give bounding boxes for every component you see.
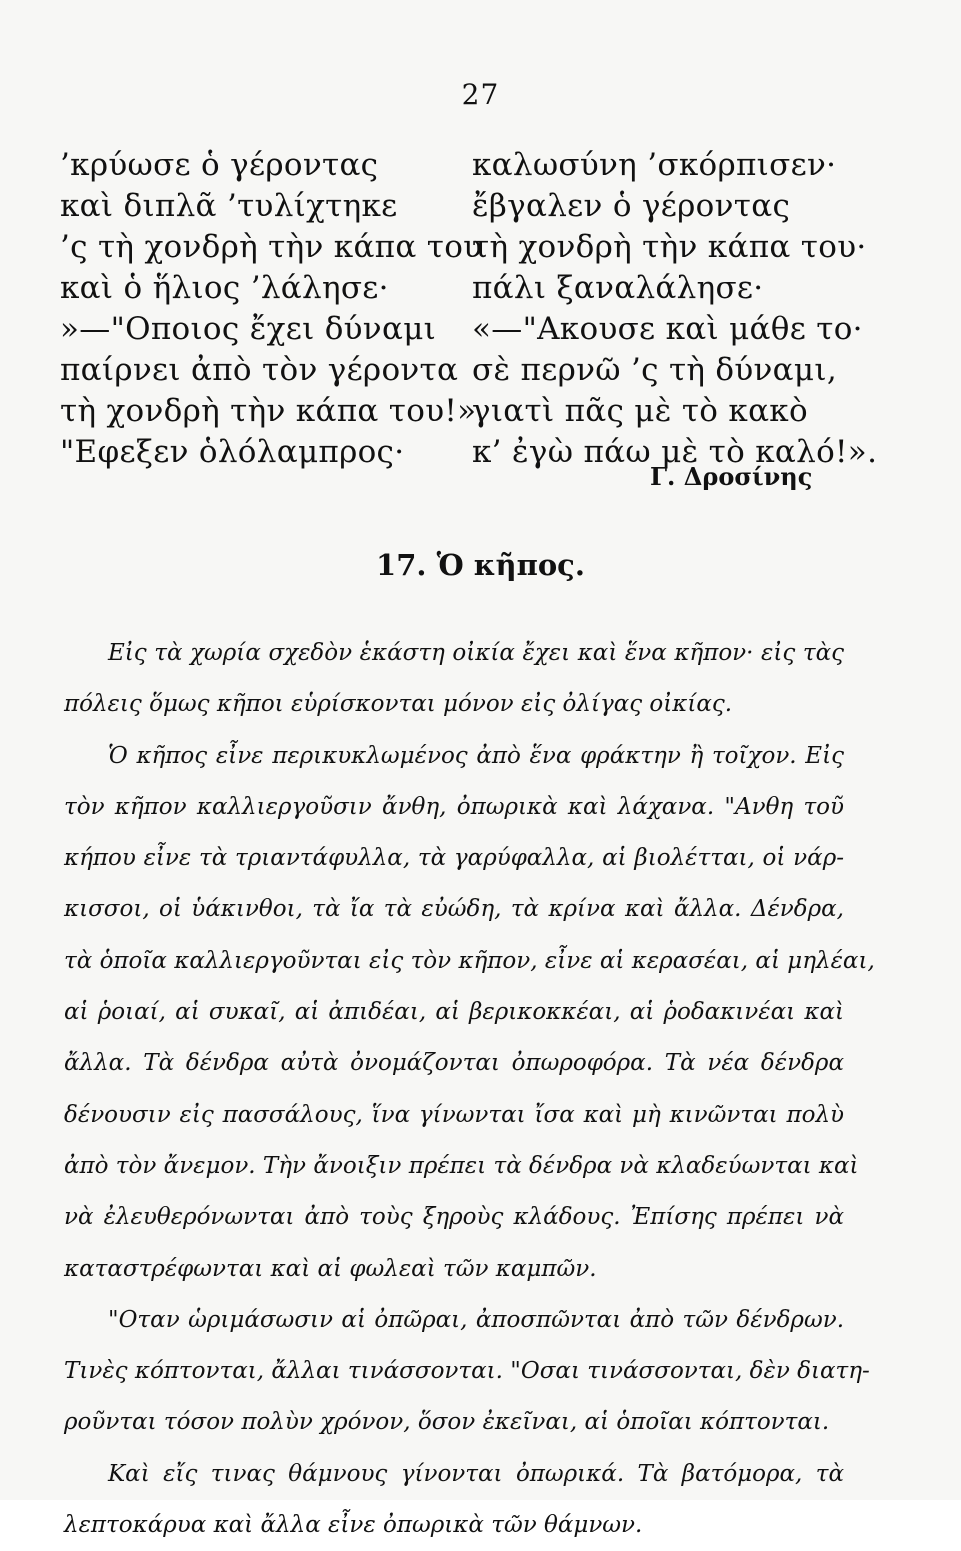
prose-line: δένουσιν εἰς πασσάλους, ἵνα γίνωνται ἴσα καὶ μὴ κινῶνται πολὺ (64, 1101, 844, 1128)
poem-line: τὴ χονδρὴ τὴν κάπα του· (472, 229, 867, 265)
section-heading: 17. Ὁ κῆπος. (376, 548, 585, 582)
poem-line: καὶ ὁ ἥλιος ’λάλησε· (60, 270, 389, 306)
poem-right-column (472, 145, 877, 473)
poem-line: γιατὶ πᾶς μὲ τὸ κακὸ (472, 393, 808, 429)
prose-line: ροῦνται τόσον πολὺν χρόνον, ὅσον ἐκεῖναι, αἱ ὁποῖαι κόπτονται. (64, 1409, 830, 1436)
poem-line: κ’ ἐγὼ πάω μὲ τὸ καλό!». (472, 434, 878, 470)
poem-line: καὶ διπλᾶ ’τυλίχτηκε (60, 188, 398, 224)
prose-line: κισσοι, οἱ ὑάκινθοι, τὰ ἴα τὰ εὐώδη, τὰ κρίνα καὶ ἄλλα. Δένδρα, (64, 896, 844, 923)
prose-line: Καὶ εἴς τινας θάμνους γίνονται ὀπωρικά. Τὰ βατόμορα, τὰ (108, 1460, 844, 1487)
poem-line: ἔβγαλεν ὁ γέροντας (472, 188, 791, 224)
poem-line: τὴ χονδρὴ τὴν κάπα του!». (60, 393, 487, 429)
prose-line: Ὁ κῆπος εἶνε περικυκλωμένος ἀπὸ ἕνα φράκτην ἢ τοῖχον. Εἰς (108, 742, 844, 769)
prose-line: τὰ ὁποῖα καλλιεργοῦνται εἰς τὸν κῆπον, εἶνε αἱ κερασέαι, αἱ μηλέαι, (64, 947, 875, 974)
poem-line: ’κρύωσε ὁ γέροντας (60, 147, 379, 183)
prose-line: λεπτοκάρυα καὶ ἄλλα εἶνε ὀπωρικὰ τῶν θάμνων. (64, 1512, 643, 1539)
prose-line: κήπου εἶνε τὰ τριαντάφυλλα, τὰ γαρύφαλλα, αἱ βιολέτται, οἱ νάρ- (64, 845, 844, 872)
poem-line: ’ς τὴ χονδρὴ τὴν κάπα του (60, 229, 483, 265)
prose-line: ἄλλα. Τὰ δένδρα αὐτὰ ὀνομάζονται ὀπωροφόρα. Τὰ νέα δένδρα (64, 1050, 844, 1077)
poem-author: Γ. Δροσίνης (650, 462, 813, 491)
prose-body (64, 628, 875, 1551)
prose-line: νὰ ἐλευθερόνωνται ἀπὸ τοὺς ξηροὺς κλάδους. Ἐπίσης πρέπει νὰ (64, 1204, 844, 1231)
prose-line: πόλεις ὅμως κῆποι εὑρίσκονται μόνον εἰς ὀλίγας οἰκίας. (64, 691, 733, 718)
prose-line: καταστρέφωνται καὶ αἱ φωλεαὶ τῶν καμπῶν. (64, 1255, 597, 1282)
prose-line: Τινὲς κόπτονται, ἄλλαι τινάσσονται. "Οσαι τινάσσονται, δὲν διατη- (64, 1358, 870, 1385)
page-number: 27 (461, 78, 500, 111)
poem-left-column (60, 145, 487, 473)
poem-line: πάλι ξαναλάλησε· (472, 270, 764, 306)
poem-line: "Εφεξεν ὁλόλαμπρος· (60, 434, 405, 470)
prose-line: ἀπὸ τὸν ἄνεμον. Τὴν ἄνοιξιν πρέπει τὰ δένδρα νὰ κλαδεύωνται καὶ (64, 1152, 859, 1179)
poem-line: παίρνει ἀπὸ τὸν γέροντα (60, 352, 459, 388)
prose-line: "Οταν ὡριμάσωσιν αἱ ὀπῶραι, ἀποσπῶνται ἀπὸ τῶν δένδρων. (108, 1306, 844, 1333)
poem-line: «—"Ακουσε καὶ μάθε το· (472, 311, 863, 347)
poem-line: καλωσύνη ’σκόρπισεν· (472, 147, 837, 183)
poem-line: »—"Οποιος ἔχει δύναμι (60, 311, 437, 347)
prose-line: αἱ ῥοιαί, αἱ συκαῖ, αἱ ἀπιδέαι, αἱ βερικοκκέαι, αἱ ῥοδακινέαι καὶ (64, 999, 844, 1026)
prose-line: Εἰς τὰ χωρία σχεδὸν ἑκάστη οἰκία ἔχει καὶ ἕνα κῆπον· εἰς τὰς (108, 640, 844, 666)
poem-line: σὲ περνῶ ’ς τὴ δύναμι, (472, 352, 837, 388)
prose-line: τὸν κῆπον καλλιεργοῦσιν ἄνθη, ὀπωρικὰ καὶ λάχανα. "Ανθη τοῦ (64, 793, 844, 820)
